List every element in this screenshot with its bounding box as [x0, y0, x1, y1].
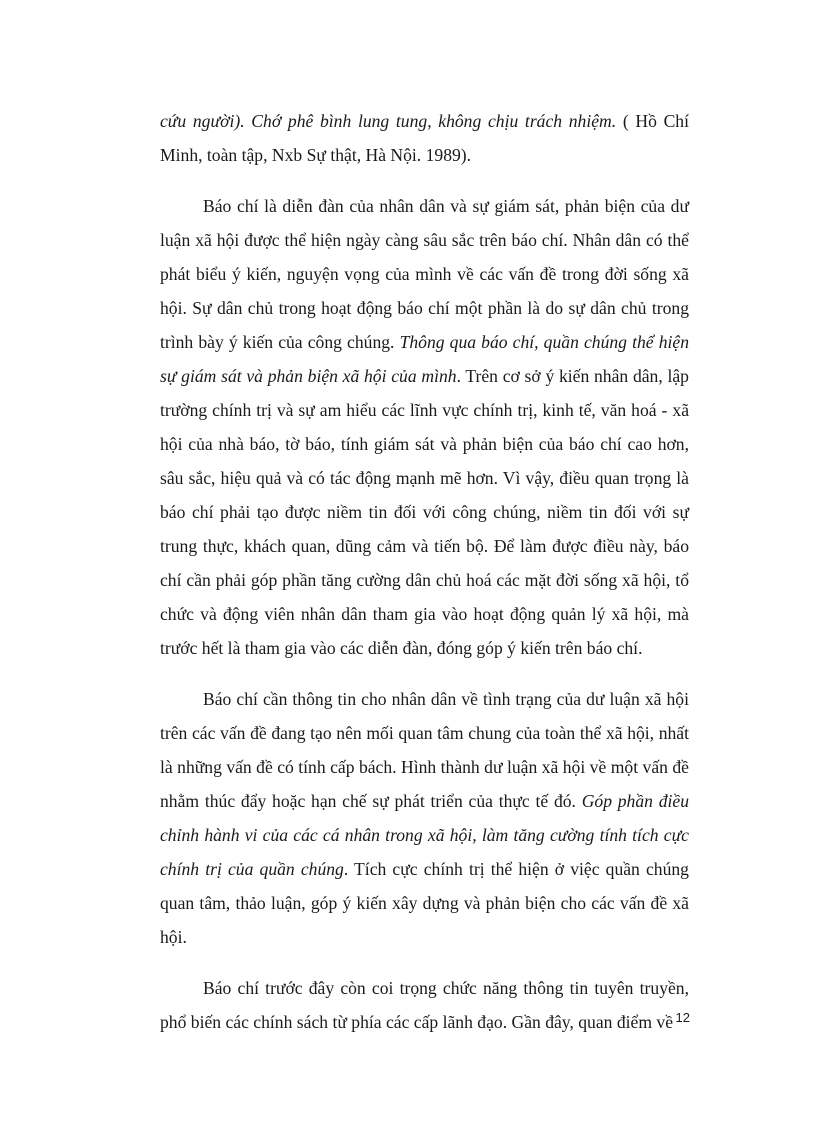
italic-segment: Góp phần điều chỉnh hành vi của các cá nhân trong xã hội, làm tăng cường tính tích cực chính trị của quần chúng — [160, 791, 689, 879]
paragraph-propaganda — [160, 971, 689, 1039]
page-number: 12 — [675, 1010, 690, 1025]
text-segment: ( Hồ Chí Minh, toàn tập, Nxb Sự thật, Hà Nội. 1989). — [160, 111, 689, 165]
italic-segment: Thông qua báo chí, quần chúng thể hiện sự giám sát và phản biện xã hội của mình — [160, 332, 689, 386]
text-segment: Báo chí trước đây còn coi trọng chức năng thông tin tuyên truyền, phổ biến các chính sách từ phía các cấp lãnh đạo. Gần đây, quan điểm về — [160, 978, 689, 1032]
italic-segment: cứu người). Chớ phê bình lung tung, không chịu trách nhiệm. — [160, 111, 617, 131]
text-segment: Báo chí là diễn đàn của nhân dân và sự giám sát, phản biện của dư luận xã hội được thể hiện ngày càng sâu sắc trên báo chí. Nhân dân có thể phát biểu ý kiến, nguyện vọng của mình về các vấn đề trong đời sống xã hội. Sự dân chủ trong hoạt động báo chí một phần là do sự dân chủ trong trình bày ý kiến của công chúng. — [160, 196, 689, 352]
paragraph-public-opinion — [160, 682, 689, 954]
body-text — [160, 104, 689, 1056]
text-segment: . Tích cực chính trị thể hiện ở việc quần chúng quan tâm, thảo luận, góp ý kiến xây dựng và phản biện cho các vấn đề xã hội. — [160, 859, 689, 947]
text-segment: Báo chí cần thông tin cho nhân dân về tình trạng của dư luận xã hội trên các vấn đề đang tạo nên mối quan tâm chung của toàn thể xã hội, nhất là những vấn đề có tính cấp bách. Hình thành dư luận xã hội về một vấn đề nhằm thúc đẩy hoặc hạn chế sự phát triển của thực tế đó. — [160, 689, 689, 811]
paragraph-press-forum — [160, 189, 689, 665]
paragraph-continuation — [160, 104, 689, 172]
text-segment: . Trên cơ sở ý kiến nhân dân, lập trường chính trị và sự am hiểu các lĩnh vực chính trị, kinh tế, văn hoá - xã hội của nhà báo, tờ báo, tính giám sát và phản biện của báo chí cao hơn, sâu sắc, hiệu quả và có tác động mạnh mẽ hơn. Vì vậy, điều quan trọng là báo chí phải tạo được niềm tin đối với công chúng, niềm tin đối với sự trung thực, khách quan, dũng cảm và tiến bộ. Để làm được điều này, báo chí cần phải góp phần tăng cường dân chủ hoá các mặt đời sống xã hội, tổ chức và động viên nhân dân tham gia vào hoạt động quản lý xã hội, mà trước hết là tham gia vào các diễn đàn, đóng góp ý kiến trên báo chí. — [160, 366, 689, 658]
